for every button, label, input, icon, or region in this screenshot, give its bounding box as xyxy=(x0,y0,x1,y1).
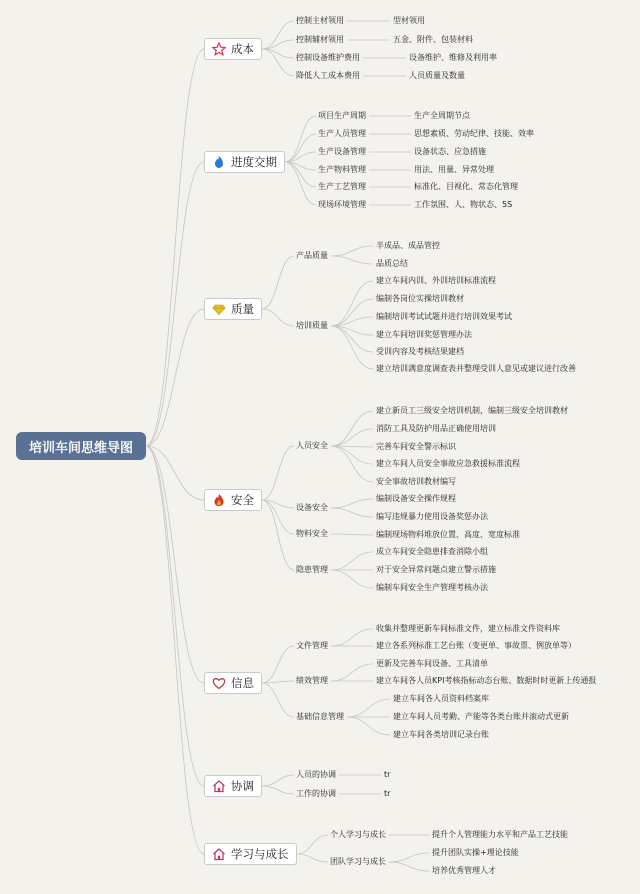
topic-detail[interactable]: 编写违规暴力使用设备奖惩办法 xyxy=(376,512,488,521)
topic-detail[interactable]: 编制车间安全生产管理考核办法 xyxy=(376,583,488,592)
connector xyxy=(331,429,373,446)
connector xyxy=(297,854,329,862)
heart-icon xyxy=(212,676,226,690)
topic-detail[interactable]: 设备状态、应急措施 xyxy=(414,147,486,156)
connector xyxy=(331,508,373,517)
topic-detail[interactable]: 完善车间安全警示标识 xyxy=(376,442,456,451)
topic-detail[interactable]: 用法、用量、异常处理 xyxy=(414,165,494,174)
connector xyxy=(331,629,373,646)
fire-icon xyxy=(212,493,226,507)
connector xyxy=(297,835,329,854)
topic-detail[interactable]: 编制培训考试试题并进行培训效果考试 xyxy=(376,312,512,321)
connector xyxy=(331,446,373,482)
topic-detail[interactable]: 更新及完善车间设备、工具清单 xyxy=(376,659,488,668)
topic-item[interactable]: 人员的协调 xyxy=(296,770,336,779)
topic-detail[interactable]: 编制各岗位实操培训教材 xyxy=(376,294,464,303)
topic-group[interactable]: 绩效管理 xyxy=(296,676,328,685)
connector xyxy=(146,162,204,446)
topic-detail[interactable]: 提升团队实操+理论技能 xyxy=(432,848,519,857)
branch-label: 信息 xyxy=(231,676,254,690)
topic-item[interactable]: 生产工艺管理 xyxy=(318,182,366,191)
flame-icon xyxy=(212,155,226,169)
connector xyxy=(331,246,373,256)
connector xyxy=(285,116,316,162)
connector xyxy=(262,786,294,794)
branch-label: 质量 xyxy=(231,302,254,316)
star-icon xyxy=(212,42,226,56)
topic-detail[interactable]: 培养优秀管理人才 xyxy=(432,866,496,875)
topic-item[interactable]: 生产人员管理 xyxy=(318,129,366,138)
topic-detail[interactable]: 思想素质、劳动纪律、技能、效率 xyxy=(414,129,534,138)
connector xyxy=(146,49,204,446)
topic-item[interactable]: 控制主材领用 xyxy=(296,16,344,25)
topic-group[interactable]: 隐患管理 xyxy=(296,565,328,574)
topic-detail[interactable]: 建立车间人员考勤、产能等各类台账并滚动式更新 xyxy=(393,712,569,721)
topic-detail[interactable]: 建立车间各人员KPI考核指标动态台账、数据时时更新上传通报 xyxy=(376,676,597,685)
connector xyxy=(285,162,316,205)
branch-label: 成本 xyxy=(231,42,254,56)
connector xyxy=(331,256,373,264)
connector xyxy=(262,256,294,309)
home-icon xyxy=(212,847,226,861)
topic-detail[interactable]: 工作氛围、人、物状态、5S xyxy=(414,200,513,209)
root-node[interactable]: 培训车间思维导图 xyxy=(16,432,146,460)
branch-label: 进度交期 xyxy=(231,155,277,169)
connector xyxy=(389,862,429,871)
connector xyxy=(262,309,294,326)
connector xyxy=(331,411,373,446)
branch-quality[interactable] xyxy=(204,298,262,320)
connector xyxy=(262,446,294,500)
topic-detail[interactable]: 型材领用 xyxy=(393,16,425,25)
connector xyxy=(331,534,373,535)
topic-detail[interactable]: 受训内容及考核结果建档 xyxy=(376,347,464,356)
topic-group[interactable]: 设备安全 xyxy=(296,503,328,512)
topic-detail[interactable]: 建立车间培训奖惩管理办法 xyxy=(376,330,472,339)
branch-label: 学习与成长 xyxy=(231,847,289,861)
topic-group[interactable]: 产品质量 xyxy=(296,251,328,260)
topic-detail[interactable]: 建立车间各类培训记录台账 xyxy=(393,730,489,739)
topic-group[interactable]: 物料安全 xyxy=(296,529,328,538)
topic-group[interactable]: 团队学习与成长 xyxy=(330,857,386,866)
topic-detail[interactable]: 成立车间安全隐患排查消除小组 xyxy=(376,547,488,556)
connector xyxy=(331,326,373,369)
topic-detail[interactable]: 标准化、目视化、常态化管理 xyxy=(414,182,518,191)
connector xyxy=(146,446,204,854)
connector xyxy=(146,309,204,446)
topic-detail[interactable]: 设备维护、维修及利用率 xyxy=(409,53,497,62)
topic-detail[interactable]: 人员质量及数量 xyxy=(409,71,465,80)
topic-detail[interactable]: 建立培训满意度调查表并整理受训人意见或建议进行改善 xyxy=(376,364,576,373)
topic-item[interactable]: 生产物料管理 xyxy=(318,165,366,174)
connector xyxy=(389,853,429,862)
branch-learning-growth[interactable] xyxy=(204,843,297,865)
topic-detail[interactable]: 建立车间各人员资料档案库 xyxy=(393,694,489,703)
topic-group[interactable]: 培训质量 xyxy=(296,321,328,330)
topic-detail[interactable]: 安全事故培训教材编写 xyxy=(376,477,456,486)
connector xyxy=(347,717,390,735)
topic-detail[interactable]: 收集并整理更新车间标准文件，建立标准文件资料库 xyxy=(376,624,560,633)
connector xyxy=(347,699,390,717)
connector xyxy=(262,683,294,717)
topic-detail[interactable]: 建立新员工三级安全培训机制，编制三级安全培训教材 xyxy=(376,406,568,415)
topic-detail[interactable]: tr xyxy=(384,770,391,779)
branch-label: 安全 xyxy=(231,493,254,507)
connector xyxy=(262,646,294,683)
topic-group[interactable]: 个人学习与成长 xyxy=(330,830,386,839)
connector xyxy=(331,499,373,508)
connector xyxy=(262,500,294,570)
branch-coordination[interactable] xyxy=(204,775,262,797)
topic-detail[interactable]: 对于安全异常问题点建立警示措施 xyxy=(376,565,496,574)
connector xyxy=(331,552,373,570)
topic-group[interactable]: 文件管理 xyxy=(296,641,328,650)
branch-safety[interactable] xyxy=(204,489,262,511)
connector xyxy=(331,570,373,588)
topic-detail[interactable]: 建立各系列标准工艺台账（变更单、事故票、例放单等） xyxy=(376,641,576,650)
connector xyxy=(331,281,373,326)
topic-detail[interactable]: 品质总结 xyxy=(376,259,408,268)
topic-item[interactable]: 生产设备管理 xyxy=(318,147,366,156)
topic-detail[interactable]: 提升个人管理能力水平和产品工艺技能 xyxy=(432,830,568,839)
diamond-icon xyxy=(212,302,226,316)
topic-detail[interactable]: 生产全周期节点 xyxy=(414,111,470,120)
topic-item[interactable]: 控制辅材领用 xyxy=(296,35,344,44)
topic-detail[interactable]: tr xyxy=(384,789,391,798)
branch-cost[interactable] xyxy=(204,38,262,60)
topic-detail[interactable]: 建立车间内训、外训培训标准流程 xyxy=(376,276,496,285)
connector xyxy=(262,500,294,534)
topic-item[interactable]: 现场环境管理 xyxy=(318,200,366,209)
topic-detail[interactable]: 五金、附件、包装材料 xyxy=(393,35,473,44)
connector xyxy=(146,446,204,786)
topic-item[interactable]: 工作的协调 xyxy=(296,789,336,798)
topic-group[interactable]: 基础信息管理 xyxy=(296,712,344,721)
connector xyxy=(331,446,373,464)
connector xyxy=(331,664,373,681)
topic-item[interactable]: 控制设备维护费用 xyxy=(296,53,360,62)
home-icon xyxy=(212,779,226,793)
topic-detail[interactable]: 建立车间人员安全事故应急救援标准流程 xyxy=(376,459,520,468)
topic-detail[interactable]: 编制设备安全操作规程 xyxy=(376,494,456,503)
topic-item[interactable]: 降低人工成本费用 xyxy=(296,71,360,80)
branch-label: 协调 xyxy=(231,779,254,793)
connector xyxy=(262,775,294,786)
topic-item[interactable]: 项目生产周期 xyxy=(318,111,366,120)
branch-information[interactable] xyxy=(204,672,262,694)
topic-detail[interactable]: 消防工具及防护用品正确使用培训 xyxy=(376,424,496,433)
topic-detail[interactable]: 编制现场物料堆放位置、高度、宽度标准 xyxy=(376,530,520,539)
topic-detail[interactable]: 半成品、成品管控 xyxy=(376,241,440,250)
topic-group[interactable]: 人员安全 xyxy=(296,441,328,450)
branch-schedule[interactable] xyxy=(204,151,285,173)
